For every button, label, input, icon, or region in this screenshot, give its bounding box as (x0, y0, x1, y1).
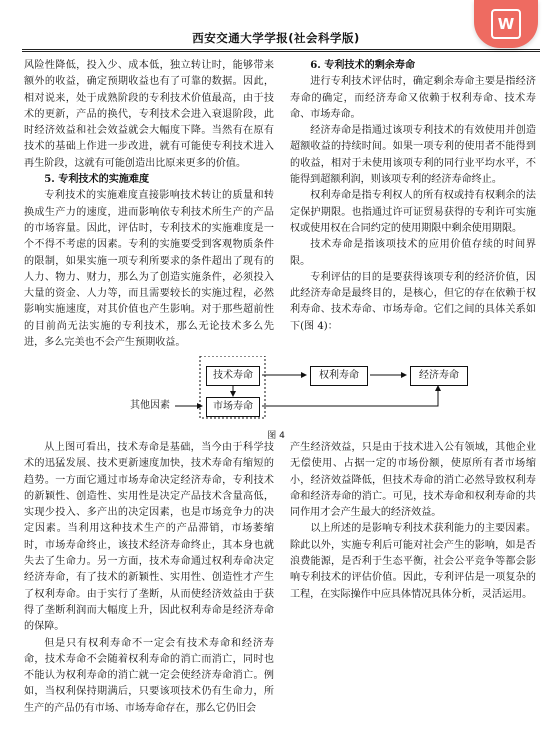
figure-caption: 图 4 (267, 431, 285, 441)
paragraph: 风险性降低，投入少、成本低，独立转让时，能够带来额外的收益，确定预期收益也有了可靠的数据。因此，相对说来，处于成熟阶段的专利技术价值最高，由于技术的更新，产品的换代，专利技术会进入衰退阶段，此时经济效益和社会效益就会大幅度下降。当然有在原有技术的基础上作进一步改进，就有可能使专利技术进入再生阶段，这就有可能创造出比原来更多的价值。 (24, 60, 274, 169)
section-heading-6: 6. 专利技术的剩余寿命 (310, 60, 416, 71)
header-rule-double (22, 51, 540, 52)
node-other-factors: 其他因素 (130, 400, 170, 411)
arrow-market-to-econ (262, 386, 438, 406)
node-market-lifespan: 市场寿命 (206, 397, 260, 417)
paragraph: 但是只有权利寿命不一定会有技术寿命和经济寿命，技术寿命不会随着权利寿命的消亡而消亡，同时也不能认为权利寿命的消亡就一定会使经济寿命消亡。例如，当权利保持期满后，只要该项技术仍有生命力，所生产的产品仍有市场、市场寿命存在，那么它仍旧会 (24, 637, 274, 714)
paragraph: 产生经济效益，只是由于技术进入公有领域，其他企业无偿使用、占据一定的市场份额，使原所有者市场缩小，经济效益降低，但技术寿命的消亡必然导致权利寿命和经济寿命的消亡。可见，技术寿命和权利寿命的共同作用才会产生最大的经济效益。 (290, 442, 536, 519)
logo-letter: W (497, 15, 515, 33)
lifespan-diagram (130, 356, 470, 426)
left-column-bottom (24, 440, 274, 717)
right-column-top (290, 58, 536, 335)
node-econ-lifespan: 经济寿命 (410, 366, 468, 386)
left-column-top (24, 58, 274, 351)
node-right-lifespan: 权利寿命 (310, 366, 368, 386)
paragraph: 权利寿命是指专利权人的所有权或持有权剩余的法定保护期限。也指通过许可证贸易获得的专利许可实施权或使用权在合同约定的使用期限中剩余使用期限。 (290, 190, 536, 234)
paragraph: 以上所述的是影响专利技术获利能力的主要因素。除此以外，实施专利后可能对社会产生的影响，如是否浪费能源，是否利于生态平衡，社会公平竞争等都会影响专利技术的评估价值。因此，专利评估是一项复杂的工程，在实际操作中应具体情况具体分析，灵活运用。 (290, 523, 536, 600)
w-logo-icon (491, 9, 521, 39)
app-badge[interactable] (474, 0, 538, 48)
node-tech-lifespan: 技术寿命 (206, 366, 260, 386)
section-heading-5: 5. 专利技术的实施难度 (44, 174, 150, 186)
paragraph: 从上图可看出，技术寿命是基础，当今由于科学技术的迅猛发展、技术更新速度加快，技术寿命有缩短的趋势。一方面它通过市场寿命决定经济寿命，专利技术的新颖性、创造性、实用性是决定产品技术含量高低，实现少投入、多产出的决定因素，也是市场竞争力的决定因素。当利用这种技术生产的产品滞销，市场萎缩时，市场寿命终止，该技术经济寿命终止，其本身也就失去了生命力。另一方面，技术寿命通过权利寿命决定经济寿命，有了技术的新颖性、实用性、创造性才产生了权利寿命。由于实行了垄断，从而使经济效益由于获得了垄断利润而大幅度上升，因此权利寿命是经济寿命的保障。 (24, 442, 274, 633)
paragraph: 专利评估的目的是要获得该项专利的经济价值，因此经济寿命是最终目的，是核心，但它的存在依赖于权利寿命、技术寿命、市场寿命。它们之间的具体关系如下(图 4)： (290, 271, 536, 332)
paragraph: 专利技术的实施难度直接影响技术转让的质量和转换成生产力的速度，进而影响依专利技术所生产的产品的市场容量。因此，评估时，专利技术的实施难度是一个不得不考虑的因素。专利的实施要受到客观物质条件的限制，如果实施一项专利所要求的条件超出了现有的人力、物力、财力，那么为了创造实施条件，必须投入大量的资金、人力等，而且需要较长的实施过程，必然影响实施速度，对其价值也产生影响。对于那些超前性的目前尚无法实施的专利技术，那么无论技术多么先进，多么完美也不会产生预期收益。 (24, 190, 274, 349)
right-column-bottom (290, 440, 536, 603)
header-rule (22, 49, 540, 50)
paragraph: 经济寿命是指通过该项专利技术的有效使用并创造超额收益的持续时间。如果一项专利的使用者不能得到的收益，相对于未使用该项专利的同行业平均水平，不能得到超额利润，则该项专利的经济寿命终止。 (290, 125, 536, 186)
journal-header: 西安交通大学学报(社会科学版) (192, 31, 360, 45)
paragraph: 技术寿命是指该项技术的应用价值存续的时间界限。 (290, 239, 536, 267)
paragraph: 进行专利技术评估时，确定剩余寿命主要是指经济寿命的确定，而经济寿命又依赖于权利寿命、技术寿命、市场寿命。 (290, 76, 536, 120)
